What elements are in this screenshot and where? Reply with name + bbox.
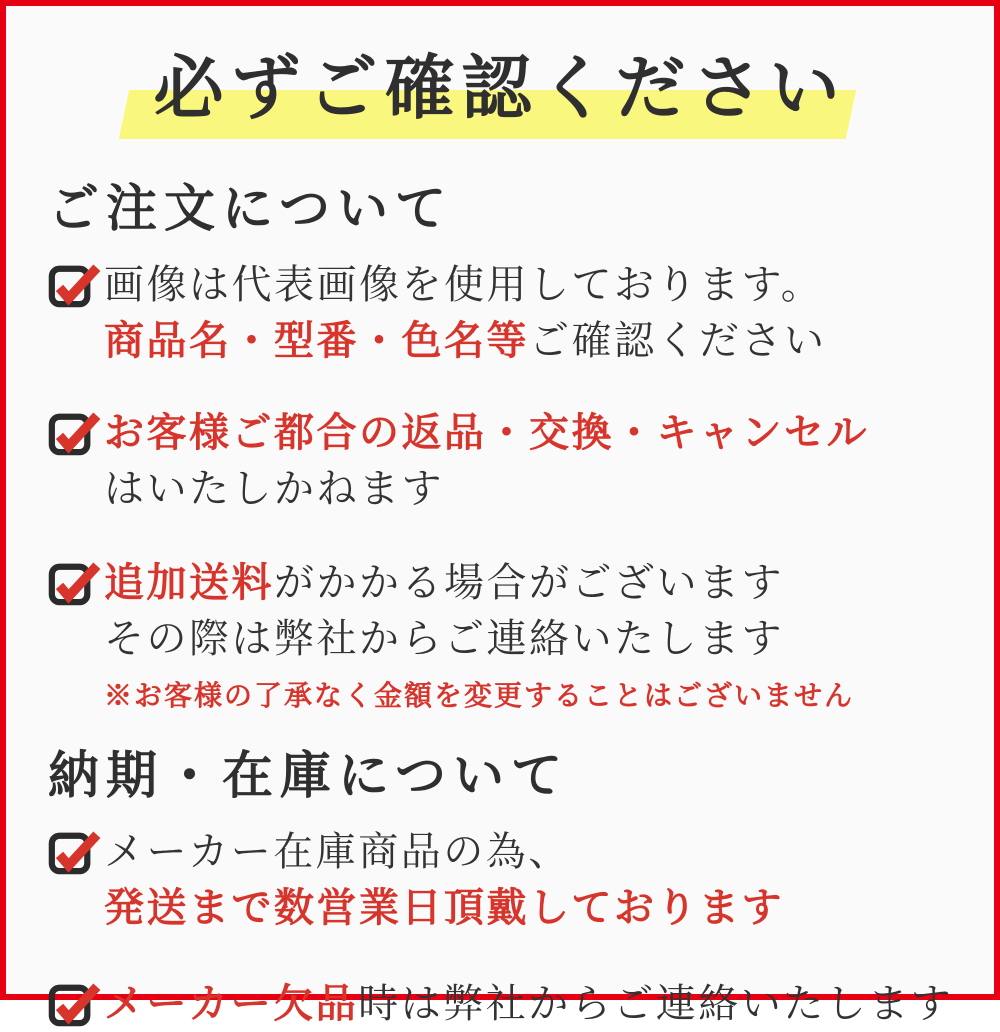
item-line xyxy=(104,461,869,517)
item-line xyxy=(104,405,869,461)
item-text-segment: その際は弊社からご連絡いたします xyxy=(104,616,784,662)
section-heading-order: ご注文について xyxy=(48,182,453,239)
checkbox-check-icon xyxy=(48,560,94,606)
page-title-text: 必ずご確認ください xyxy=(153,51,847,128)
item-text xyxy=(104,555,854,716)
title-wrap xyxy=(48,46,952,134)
checkbox-check-icon xyxy=(48,981,94,1027)
item-text-segment: メーカー欠品 xyxy=(104,980,359,1026)
checklist-item xyxy=(48,405,952,517)
checkbox-check-icon xyxy=(48,829,94,875)
item-line xyxy=(104,555,854,611)
notice-content xyxy=(6,46,994,1032)
item-text-segment: お客様ご都合の返品・交換・キャンセル xyxy=(104,410,869,456)
checklist-item xyxy=(48,555,952,716)
checkbox-check-icon xyxy=(48,262,94,308)
item-text xyxy=(104,824,784,936)
item-text xyxy=(104,257,827,369)
item-text xyxy=(104,405,869,517)
checklist-item xyxy=(48,257,952,369)
item-text-segment: 発送まで数営業日頂戴しております xyxy=(104,884,784,930)
item-line xyxy=(104,611,854,667)
page-title xyxy=(154,46,847,134)
item-line xyxy=(104,313,827,369)
section-heading-stock: 納期・在庫について xyxy=(48,748,569,805)
item-text-segment: ご確認ください xyxy=(529,318,827,364)
item-line xyxy=(104,257,827,313)
checklist-item xyxy=(48,976,952,1032)
checkbox-check-icon xyxy=(48,410,94,456)
item-text-segment: がかかる場合がございます xyxy=(274,560,784,606)
item-text-segment: 商品名・型番・色名等 xyxy=(104,318,529,364)
item-line xyxy=(104,880,784,936)
item-text-segment: メーカー在庫商品の為、 xyxy=(104,828,571,874)
item-text-segment: 時は弊社からご連絡いたします xyxy=(358,980,954,1026)
item-footnote: ※お客様の了承なく金額を変更することはございません xyxy=(104,681,855,713)
item-line xyxy=(104,976,953,1032)
item-text-segment: 追加送料 xyxy=(104,560,274,606)
checklist-item xyxy=(48,824,952,936)
item-line xyxy=(104,824,784,880)
item-text-segment: はいたしかねます xyxy=(104,466,444,512)
item-text xyxy=(104,976,953,1032)
item-text-segment: 画像は代表画像を使用しております。 xyxy=(104,262,824,308)
